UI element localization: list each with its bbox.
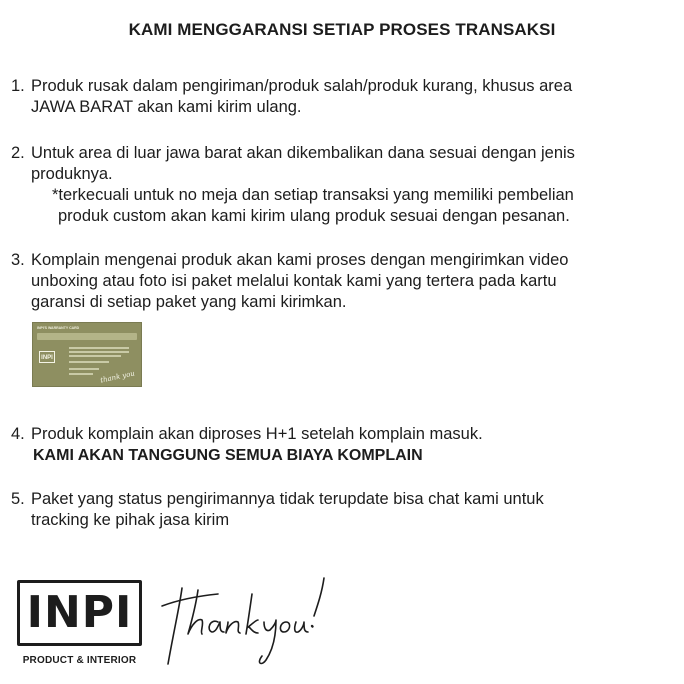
card-text-line [69, 347, 129, 349]
list-item [11, 250, 676, 313]
item-text: produknya. [31, 165, 113, 183]
item-note: *terkecuali untuk no meja dan setiap transaksi yang memiliki pembelian [52, 186, 574, 204]
page-title: KAMI MENGGARANSI SETIAP PROSES TRANSAKSI [128, 20, 556, 39]
item-number: 5. [11, 490, 25, 508]
item-text: Komplain mengenai produk akan kami proses dengan mengirimkan video [31, 251, 569, 269]
brand-logo [17, 580, 142, 646]
list-item [11, 424, 676, 466]
card-bar [37, 333, 137, 340]
card-text-line [69, 355, 121, 357]
card-logo: INPI [39, 351, 55, 363]
thank-you-signature [158, 570, 333, 670]
card-text-line [69, 361, 109, 363]
item-text: Produk rusak dalam pengiriman/produk salah/produk kurang, khusus area [31, 77, 573, 95]
item-bold-text: KAMI AKAN TANGGUNG SEMUA BIAYA KOMPLAIN [33, 447, 423, 464]
card-text-line [69, 351, 129, 353]
card-signature: thank you [99, 369, 136, 385]
list-item [11, 489, 676, 531]
item-number: 2. [11, 144, 25, 162]
list-item [11, 76, 676, 118]
item-text: unboxing atau foto isi paket melalui kontak kami yang tertera pada kartu [31, 272, 557, 290]
item-text: garansi di setiap paket yang kami kirimkan. [31, 293, 347, 311]
list-item [11, 143, 676, 227]
brand-tagline: PRODUCT & INTERIOR [22, 655, 137, 666]
warranty-card-image [32, 322, 142, 387]
item-text: Paket yang status pengirimannya tidak terupdate bisa chat kami untuk [31, 490, 544, 508]
item-text: JAWA BARAT akan kami kirim ulang. [31, 98, 302, 116]
logo-text: INPI [26, 587, 133, 638]
item-number: 1. [11, 77, 25, 95]
item-note: produk custom akan kami kirim ulang produk sesuai dengan pesanan. [58, 207, 570, 225]
item-number: 3. [11, 251, 25, 269]
card-header: INPI'S WARRANTY CARD [37, 326, 80, 330]
item-number: 4. [11, 425, 25, 443]
item-text: tracking ke pihak jasa kirim [31, 511, 230, 529]
item-text: Untuk area di luar jawa barat akan dikembalikan dana sesuai dengan jenis [31, 144, 575, 162]
card-text-line [69, 373, 93, 375]
card-text-line [69, 368, 99, 370]
item-text: Produk komplain akan diproses H+1 setelah komplain masuk. [31, 425, 483, 443]
